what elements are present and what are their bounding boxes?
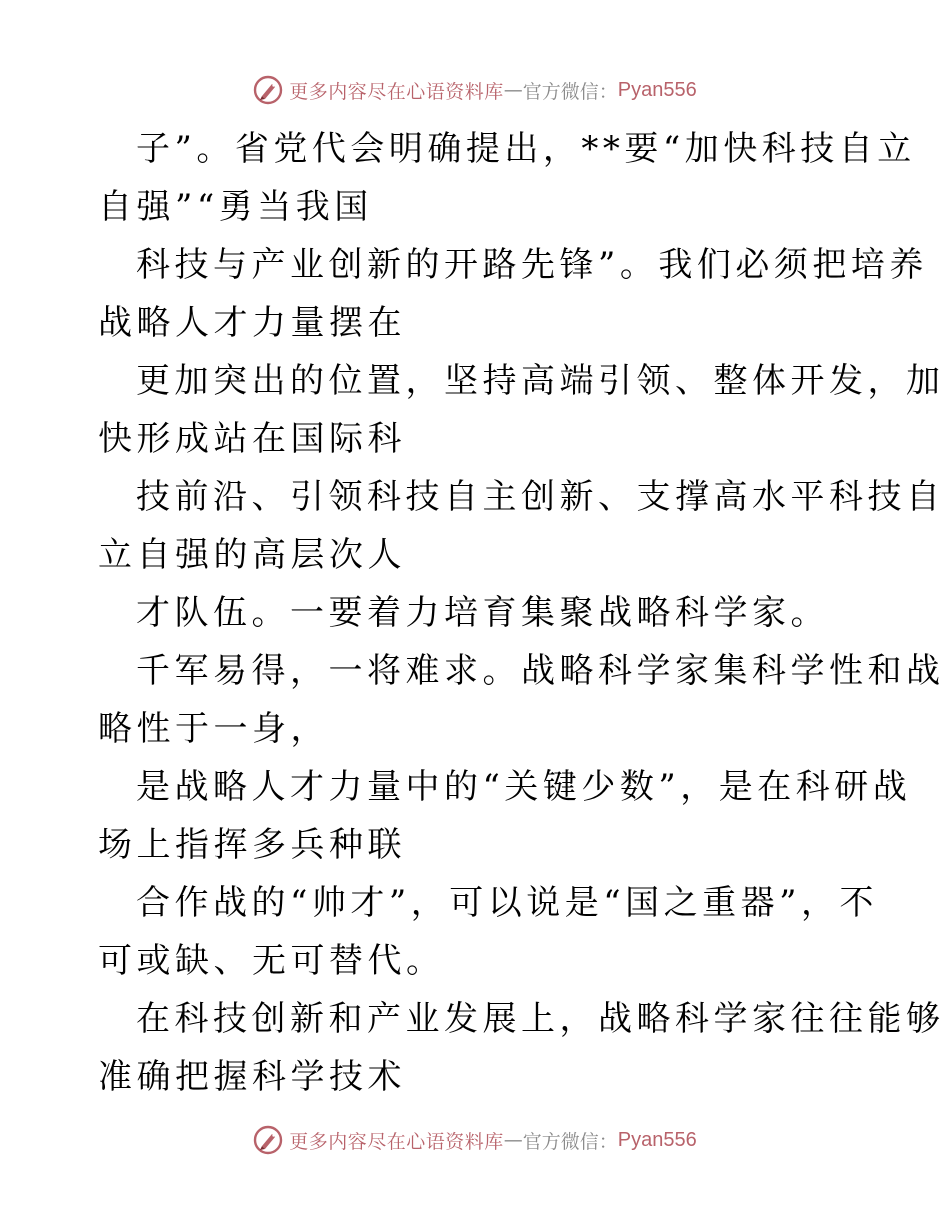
body-line: 科技与产业创新的开路先锋”。我们必须把培养 xyxy=(136,245,928,285)
body-line: 战略人才力量摆在 xyxy=(98,303,406,343)
banner-wechat-id: Pyan556 xyxy=(617,1128,697,1151)
banner-promo-text: 更多内容尽在心语资料库 xyxy=(289,1130,504,1153)
body-line: 自强”“勇当我国 xyxy=(98,187,373,227)
banner-wechat-label: 官方微信： xyxy=(522,80,618,103)
banner-wechat-label: 官方微信： xyxy=(522,1130,618,1153)
banner-promo-text: 更多内容尽在心语资料库 xyxy=(289,80,504,103)
document-body xyxy=(98,120,945,1106)
body-line: 场上指挥多兵种联 xyxy=(98,825,406,865)
body-line: 更加突出的位置，坚持高端引领、整体开发，加 xyxy=(136,361,945,401)
body-line: 准确把握科学技术 xyxy=(98,1057,406,1097)
body-line: 才队伍。一要着力培育集聚战略科学家。 xyxy=(136,593,829,633)
body-line: 略性于一身， xyxy=(98,709,329,749)
body-line: 技前沿、引领科技自主创新、支撑高水平科技自 xyxy=(136,477,945,517)
body-line: 在科技创新和产业发展上，战略科学家往往能够 xyxy=(136,999,945,1039)
header-banner xyxy=(0,70,950,110)
body-line: 是战略人才力量中的“关键少数”，是在科研战 xyxy=(136,767,912,807)
pen-nib-logo-icon xyxy=(253,1125,283,1155)
footer-banner xyxy=(0,1120,950,1160)
body-line: 合作战的“帅才”，可以说是“国之重器”，不 xyxy=(136,883,879,923)
banner-wechat-id: Pyan556 xyxy=(617,78,697,101)
body-line: 子”。省党代会明确提出，**要“加快科技自立 xyxy=(136,129,916,169)
pen-nib-logo-icon xyxy=(253,75,283,105)
body-line: 快形成站在国际科 xyxy=(98,419,406,459)
banner-separator: — xyxy=(503,79,523,101)
body-line: 立自强的高层次人 xyxy=(98,535,406,575)
banner-separator: — xyxy=(503,1129,523,1151)
body-line: 可或缺、无可替代。 xyxy=(98,941,445,981)
body-line: 千军易得，一将难求。战略科学家集科学性和战 xyxy=(136,651,945,691)
